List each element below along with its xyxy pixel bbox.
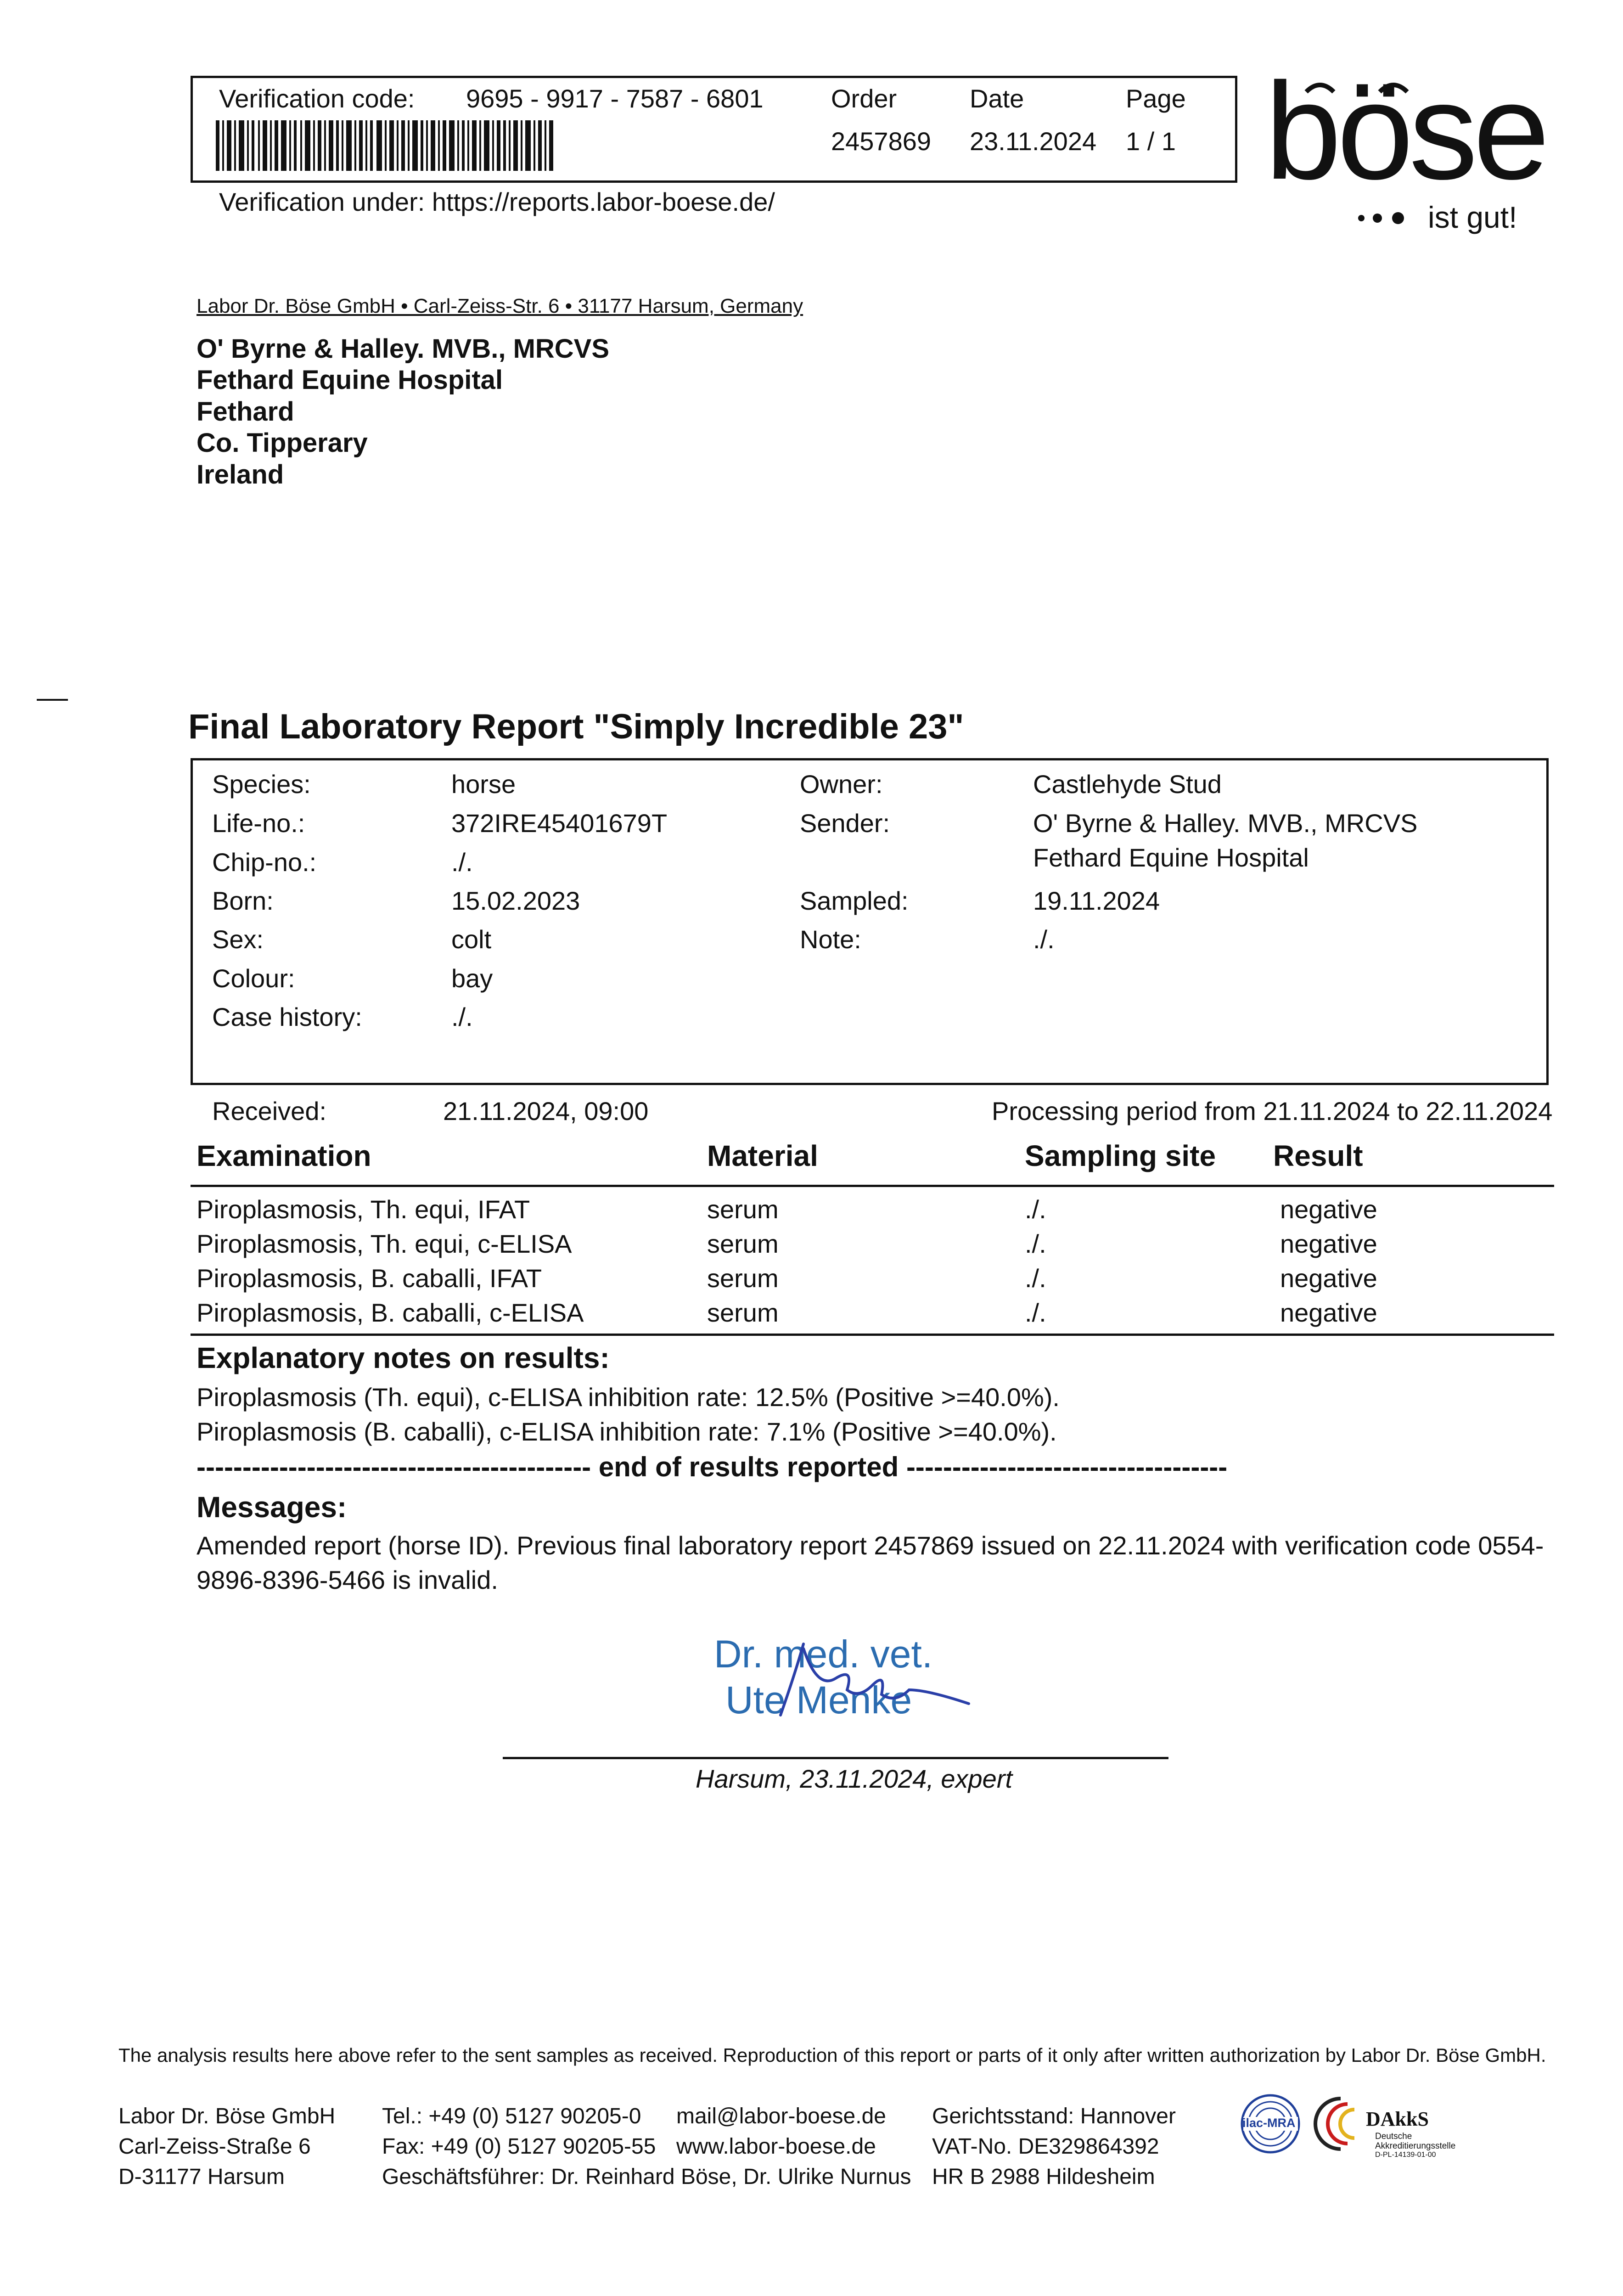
verification-label: Verification code:: [219, 84, 415, 113]
barcode-icon: [216, 120, 553, 171]
dakks-sub-1: Deutsche: [1375, 2132, 1412, 2141]
dakks-sub-2: Akkreditierungsstelle: [1375, 2141, 1456, 2151]
received-label: Received:: [212, 1097, 327, 1125]
row-1-result: negative: [1280, 1195, 1377, 1224]
page-value: 1 / 1: [1126, 127, 1176, 156]
sex-value: colt: [451, 925, 492, 954]
case-history-value: ./.: [451, 1002, 473, 1031]
footer-fax: Fax: +49 (0) 5127 90205-55: [382, 2134, 656, 2159]
report-title: Final Laboratory Report "Simply Incredible 23": [188, 707, 964, 746]
note-label: Note:: [800, 925, 861, 954]
row-1-material: serum: [707, 1195, 779, 1224]
row-3-site: ./.: [1025, 1264, 1046, 1293]
species-label: Species:: [212, 770, 311, 799]
note-value: ./.: [1033, 925, 1055, 954]
row-4-examination: Piroplasmosis, B. caballi, c-ELISA: [197, 1298, 584, 1327]
col-header-result: Result: [1273, 1139, 1363, 1172]
row-2-material: serum: [707, 1229, 779, 1258]
row-1-site: ./.: [1025, 1195, 1046, 1224]
order-label: Order: [831, 84, 897, 113]
footer-ceo: Geschäftsführer: Dr. Reinhard Böse, Dr. Ulrike Nurnus: [382, 2165, 911, 2189]
dakks-sub-3: D-PL-14139-01-00: [1375, 2151, 1436, 2159]
handwritten-signature-icon: [735, 1635, 973, 1722]
owner-value: Castlehyde Stud: [1033, 770, 1222, 799]
row-4-material: serum: [707, 1298, 779, 1327]
date-label: Date: [970, 84, 1024, 113]
logo-wordmark: böse: [1265, 54, 1545, 208]
footer-city: D-31177 Harsum: [118, 2165, 285, 2189]
notes-heading: Explanatory notes on results:: [197, 1341, 610, 1374]
row-1-examination: Piroplasmosis, Th. equi, IFAT: [197, 1195, 530, 1224]
footer-vat: VAT-No. DE329864392: [932, 2134, 1159, 2159]
born-value: 15.02.2023: [451, 886, 580, 915]
sampled-label: Sampled:: [800, 886, 909, 915]
recipient-line-2: Fethard Equine Hospital: [197, 365, 503, 395]
page-label: Page: [1126, 84, 1186, 113]
born-label: Born:: [212, 886, 274, 915]
sampled-value: 19.11.2024: [1033, 886, 1160, 915]
footer-street: Carl-Zeiss-Straße 6: [118, 2134, 311, 2159]
species-value: horse: [451, 770, 516, 799]
processing-period: Processing period from 21.11.2024 to 22.11.2024: [992, 1097, 1553, 1125]
colour-label: Colour:: [212, 964, 295, 993]
row-4-result: negative: [1280, 1298, 1377, 1327]
footer-company: Labor Dr. Böse GmbH: [118, 2104, 336, 2128]
signature-caption: Harsum, 23.11.2024, expert: [696, 1764, 1013, 1793]
recipient-line-1: O' Byrne & Halley. MVB., MRCVS: [197, 334, 610, 364]
footer-court: Gerichtsstand: Hannover: [932, 2104, 1176, 2128]
message-line-1: Amended report (horse ID). Previous final laboratory report 2457869 issued on 22.11.2024 with verification code 0554-: [197, 1531, 1544, 1560]
recipient-line-3: Fethard: [197, 397, 294, 427]
notes-line-2: Piroplasmosis (B. caballi), c-ELISA inhibition rate: 7.1% (Positive >=40.0%).: [197, 1417, 1057, 1446]
sex-label: Sex:: [212, 925, 264, 954]
sender-value-2: Fethard Equine Hospital: [1033, 843, 1309, 872]
notes-line-1: Piroplasmosis (Th. equi), c-ELISA inhibition rate: 12.5% (Positive >=40.0%).: [197, 1383, 1060, 1412]
end-of-results-line: ------------------------------------------- end of results reported -----------------------------------: [197, 1452, 1228, 1482]
date-value: 23.11.2024: [970, 127, 1097, 156]
logo-tagline: ist gut!: [1428, 200, 1517, 234]
message-line-2: 9896-8396-5466 is invalid.: [197, 1565, 498, 1594]
ilac-mra-text: ilac-MRA: [1242, 2116, 1296, 2130]
table-bottom-divider: [191, 1334, 1554, 1336]
row-3-material: serum: [707, 1264, 779, 1293]
chip-no-value: ./.: [451, 848, 473, 877]
fold-mark: [37, 699, 68, 701]
owner-label: Owner:: [800, 770, 883, 799]
col-header-sampling-site: Sampling site: [1025, 1139, 1216, 1172]
verification-code: 9695 - 9917 - 7587 - 6801: [466, 84, 764, 113]
row-2-result: negative: [1280, 1229, 1377, 1258]
col-header-material: Material: [707, 1139, 818, 1172]
footer-tel: Tel.: +49 (0) 5127 90205-0: [382, 2104, 641, 2128]
logo-dots-icon: [1357, 209, 1412, 227]
chip-no-label: Chip-no.:: [212, 848, 317, 877]
received-value: 21.11.2024, 09:00: [443, 1097, 649, 1125]
signature-title: Dr. med. vet.: [714, 1632, 933, 1676]
verification-url: Verification under: https://reports.labor-boese.de/: [219, 187, 775, 216]
signature-name: Ute Menke: [725, 1678, 912, 1722]
footer-web[interactable]: www.labor-boese.de: [676, 2134, 876, 2159]
recipient-line-5: Ireland: [197, 460, 284, 490]
footer-disclaimer: The analysis results here above refer to the sent samples as received. Reproduction of this report or parts of it only after written authorization by Labor Dr. Böse GmbH.: [118, 2044, 1546, 2066]
row-3-result: negative: [1280, 1264, 1377, 1293]
footer-register: HR B 2988 Hildesheim: [932, 2165, 1155, 2189]
sender-value-1: O' Byrne & Halley. MVB., MRCVS: [1033, 809, 1418, 838]
case-history-label: Case history:: [212, 1002, 362, 1031]
row-3-examination: Piroplasmosis, B. caballi, IFAT: [197, 1264, 542, 1293]
table-header-divider: [191, 1185, 1554, 1187]
sender-return-address: Labor Dr. Böse GmbH • Carl-Zeiss-Str. 6 • 31177 Harsum, Germany: [197, 295, 803, 317]
logo-swoosh-icon: [1302, 73, 1421, 101]
dakks-text: DAkkS: [1366, 2108, 1429, 2130]
row-4-site: ./.: [1025, 1298, 1046, 1327]
row-2-site: ./.: [1025, 1229, 1046, 1258]
footer-mail[interactable]: mail@labor-boese.de: [676, 2104, 886, 2128]
sender-label: Sender:: [800, 809, 890, 838]
col-header-examination: Examination: [197, 1139, 371, 1172]
order-value: 2457869: [831, 127, 932, 156]
signature-line: [503, 1757, 1168, 1759]
colour-value: bay: [451, 964, 493, 993]
life-no-label: Life-no.:: [212, 809, 305, 838]
recipient-line-4: Co. Tipperary: [197, 428, 368, 458]
life-no-value: 372IRE45401679T: [451, 809, 668, 838]
messages-heading: Messages:: [197, 1491, 347, 1524]
patient-info-box: [191, 758, 1549, 1085]
row-2-examination: Piroplasmosis, Th. equi, c-ELISA: [197, 1229, 572, 1258]
